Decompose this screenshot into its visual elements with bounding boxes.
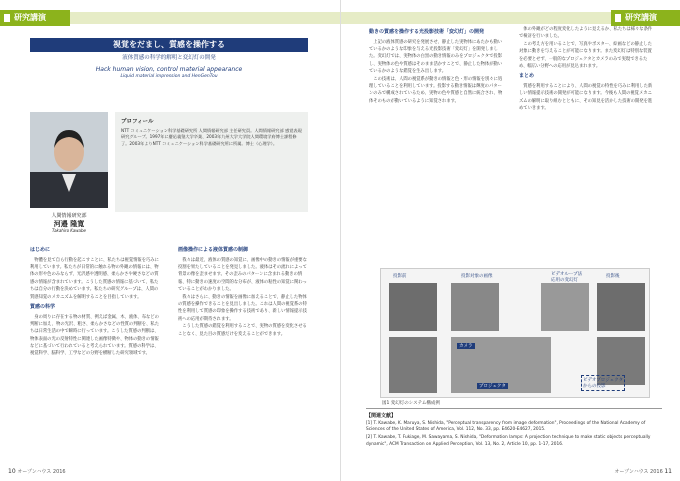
article-title: 視覚をだまし、質感を操作する (30, 38, 308, 52)
paragraph: この技術は、人間の視覚系が動きの情報と色・形の情報を別々に処理していることを利用しています。投影する動き情報は輝度のパターンのみで構成されているため、実物の色や質感と自然に統合され、物体そのものが動いているように知覚されます。 (369, 76, 503, 104)
paragraph: こうした質感の錯覚を利用することで、実物の質感を変化させることなく、見た目の質感だけを変えることができます。 (178, 324, 307, 337)
reference-item: [1] T. Kawabe, K. Maruya, S. Nishida, "Perceptual transparency from image deformation", Proceedings of the National Academy of Sciences of the United States of America, Vol. 112, No. 33, pp. E4620-E4627, 2015. (366, 421, 646, 433)
paragraph: 上記の液体質感の研究を発展させ、静止した実物体にあたかも動いているかのような印象を与える光投影技術「変幻灯」を開発しました。変幻灯では、実物体の白黒の動き情報のみをプロジェクタで投影し、実物体の色や質感はそのまま活かすことで、静止した物体が動いているかのような錯覚を生み出します。 (369, 39, 503, 75)
publication-name: オープンハウス (17, 469, 52, 475)
figure-label: 投影後 (606, 274, 620, 279)
paragraph: 身の周りに存在する物の材質、例えば金属、木、液体、布などの判断に加え、物の光沢、粗さ、柔らかさなどの性質の判断を、私たちは日常生活の中で瞬時に行っています。こうした質感の判断は、物体表面の光の反射特性に関連した画像特徴や、物体の動きの情報などに基づいて行われていると考えられています。質感の科学は、視覚科学、脳科学、工学などの分野を横断した研究領域です。 (30, 314, 159, 357)
left-folio (8, 468, 66, 475)
paragraph: 物體を見て自ら行動を起こすことに、私たちは視覚情報を巧みに利用しています。私たちが日常的に触れる物の外観の情報には、物体の形や色のみならず、光沢感や透明感、柔らかさや硬さなどの質感の情報が含まれています。こうした質感の情報に基づいて、私たちは自分の行動を決めています。私たちの研究グループは、人間の質感知覚のメカニズムを解明することを目指しています。 (30, 257, 159, 300)
author-photo (30, 112, 108, 208)
english-subtitle: Liquid material impression and HenGenTou (120, 74, 218, 79)
figure-label: 投影対象の画像 (461, 274, 493, 279)
section-tab: 研究講演 (0, 10, 70, 26)
figure-image (451, 283, 499, 331)
publication-name: オープンハウス (614, 469, 649, 475)
left-column-2 (178, 244, 308, 338)
publication-year: 2016 (52, 469, 66, 475)
figure-label: カメラ (459, 344, 473, 349)
right-column-1 (369, 26, 505, 105)
article-subtitle: 液体質感の科学的解明と変幻灯の開発 (122, 55, 216, 61)
author-name-en: Takahiro Kawabe (52, 228, 86, 233)
references (366, 408, 662, 468)
system-figure (380, 268, 650, 398)
paragraph: 体の外観がどの程度変化したように見えるか、私たちは様々な条件で検討を行いました。 (519, 27, 653, 40)
profile-box (115, 112, 308, 212)
author-name: 河邉 隆寛 (53, 220, 85, 228)
author-affiliation: 人間情報研究部 (51, 213, 87, 219)
profile-text: NTT コミュニケーション科学基礎研究所 人間情報研究部 主任研究員。人間情報研究部 感覚表現研究グループ。1997年に慶応義塾大学卒業、2003年九州大学大学院人間環境学府博士課程修了。2003年よりNTT コミュニケーション科学基礎研究所に所属。博士（心理学）。 (121, 128, 302, 146)
figure-label: プロジェクタ (479, 384, 506, 389)
section-heading: 画像操作による液体質感の制御 (178, 247, 249, 253)
paragraph: 我々はさらに、動きの情報を画像に加えることで、静止した物体の質感を操作できることを見出しました。これは人間の視覚系の特性を利用して質感の印象を操作する技術であり、新しい情報提示技術への応用が期待されます。 (178, 294, 307, 322)
section-heading: 動きの質感を操作する光投影技術「変幻灯」の開発 (369, 29, 485, 35)
references-heading: 【関連文献】 (366, 413, 397, 419)
publication-year: 2016 (650, 469, 663, 475)
paragraph: 我々は最近、液体の質感の知覚に、画像中の動きの情報が重要な役割を果たしていることを発見しました。液体はその流れによって背景の像を歪ませます。その歪みのパターンに含まれる動きの情報、特に動きの速度の空間的な分布が、液体の粘性の知覚に関わっていることがわかりました。 (178, 257, 307, 293)
english-title: Hack human vision, control material appearance (95, 66, 243, 73)
paragraph: この考え方を用いることで、写真やポスター、絵画などの静止した対象に動きを与えることが可能になります。また変幻灯は特別な装置を必要とせず、一般的なプロジェクタとカメラのみで実現できるため、幅広い分野への応用が見込まれます。 (519, 41, 652, 69)
section-heading: 質感の科学 (30, 303, 56, 310)
figure-label: ビデオプロジェクタ からの投影 (581, 375, 625, 391)
figure-label: ビデオループ法 応用の変幻灯 (551, 272, 583, 283)
figure-label: 投影前 (393, 274, 407, 279)
figure-image (389, 283, 437, 331)
figure-image (541, 283, 589, 331)
right-column-2 (519, 26, 655, 113)
left-column-1 (30, 244, 160, 358)
right-folio (614, 468, 672, 475)
section-heading: はじめに (30, 247, 51, 253)
reference-item: [2] T. Kawabe, T. Fukiage, M. Sawayama, S. Nishida, "Deformation lamps: A projection technique to make static objects perceptually dynamic", ACM Transaction on Applied Perception, Vol. 13, No. 2, Article 10, pp. 1-17, 2016. (366, 435, 651, 447)
paragraph: 質感を利用することにより、人間の視覚の特性を巧みに利用した新しい情報提示技術の開発が可能になります。今後も人間の視覚メカニズムの解明に取り組むとともに、その知見を活かした技術の開発を進めていきます。 (519, 83, 653, 112)
page-number: 11 (664, 468, 672, 475)
figure-caption: 図1 変幻灯のシステム構成例 (382, 401, 440, 406)
section-tab: 研究講演 (611, 10, 680, 26)
page-number: 10 (8, 468, 16, 475)
figure-image (597, 283, 645, 331)
figure-image (389, 337, 437, 393)
profile-heading: プロフィール (121, 119, 154, 125)
section-heading: まとめ (519, 73, 535, 80)
